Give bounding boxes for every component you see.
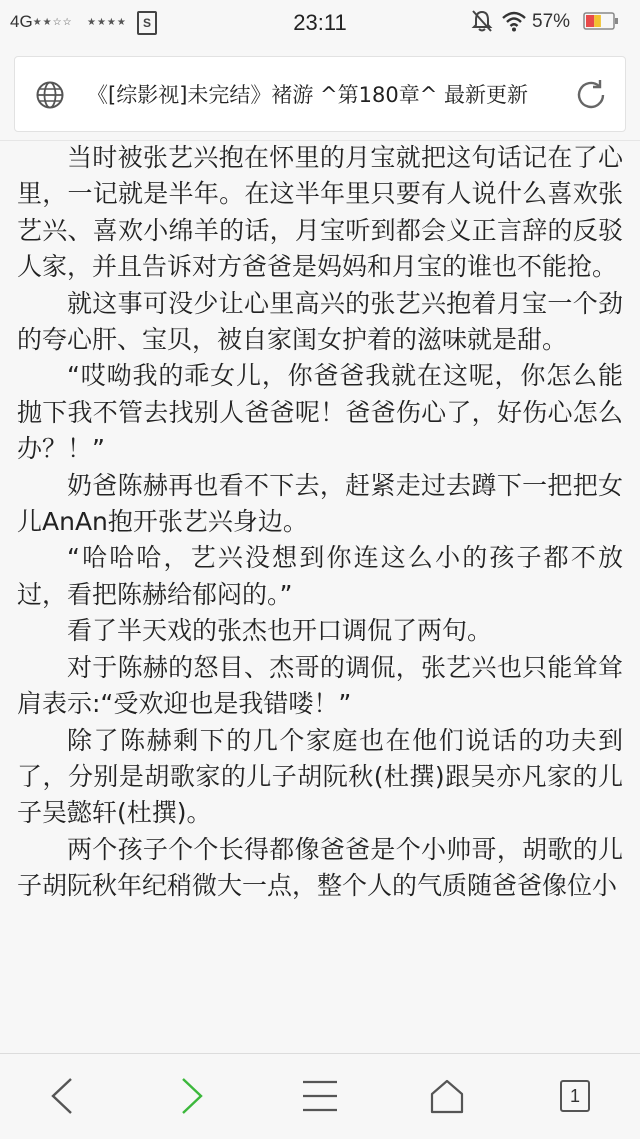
mute-bell-icon <box>471 9 493 33</box>
sim-icon: S <box>137 11 157 35</box>
tab-count: 1 <box>560 1080 590 1112</box>
carrier-1-label: 4G <box>10 12 33 31</box>
status-bar <box>0 0 640 46</box>
menu-button[interactable] <box>296 1074 344 1118</box>
paragraph: 两个孩子个个长得都像爸爸是个小帅哥，胡歌的儿子胡阮秋年纪稍微大一点，整个人的气质随爸爸像位小 <box>17 834 623 901</box>
page-title[interactable]: 《[综影视]未完结》褚游 ^第180章^ 最新更新 <box>87 83 529 107</box>
battery-icon <box>583 12 619 30</box>
paragraph: 除了陈赫剩下的几个家庭也在他们说话的功夫到了，分别是胡歌家的儿子胡阮秋(杜撰)跟吴亦凡家的儿子吴懿轩(杜撰)。 <box>17 725 623 828</box>
carrier-2-signal: ★★★★ <box>87 17 127 29</box>
carrier-1-signal: ★★☆☆ <box>32 17 73 29</box>
chevron-left-icon <box>49 1076 75 1116</box>
paragraph: “哈哈哈，艺兴没想到你连这么小的孩子都不放过，看把陈赫给郁闷的。” <box>17 543 623 609</box>
back-button[interactable] <box>38 1074 86 1118</box>
paragraph: 奶爸陈赫再也看不下去，赶紧走过去蹲下一把把女儿AnAn抱开张艺兴身边。 <box>17 470 623 537</box>
menu-icon <box>302 1079 338 1113</box>
forward-button[interactable] <box>168 1074 216 1118</box>
home-icon <box>429 1078 465 1114</box>
paragraph: 对于陈赫的怒目、杰哥的调侃，张艺兴也只能耸耸肩表示:“受欢迎也是我错喽！” <box>17 652 623 719</box>
bottom-toolbar <box>0 1053 640 1139</box>
home-button[interactable] <box>423 1074 471 1118</box>
paragraph: “哎呦我的乖女儿，你爸爸我就在这呢，你怎么能抛下我不管去找别人爸爸呢！爸爸伤心了，好伤心怎么办？！” <box>17 361 623 464</box>
paragraph: 就这事可没少让心里高兴的张艺兴抱着月宝一个劲的夸心肝、宝贝，被自家闺女护着的滋味就是甜。 <box>17 288 623 355</box>
address-bar[interactable] <box>14 56 626 132</box>
article-body <box>17 140 623 1052</box>
reload-icon[interactable] <box>573 77 609 113</box>
wifi-icon <box>501 10 527 32</box>
paragraph: 当时被张艺兴抱在怀里的月宝就把这句话记在了心里，一记就是半年。在这半年里只要有人说什么喜欢张艺兴、喜欢小绵羊的话，月宝听到都会义正言辞的反驳人家，并且告诉对方爸爸是妈妈和月宝的谁也不能抢。 <box>17 143 623 282</box>
tabs-button[interactable] <box>551 1074 599 1118</box>
chevron-right-icon <box>179 1076 205 1116</box>
paragraph: 看了半天戏的张杰也开口调侃了两句。 <box>67 616 493 646</box>
clock: 23:11 <box>293 10 347 35</box>
battery-percent: 57% <box>532 11 571 32</box>
globe-icon <box>35 80 65 110</box>
